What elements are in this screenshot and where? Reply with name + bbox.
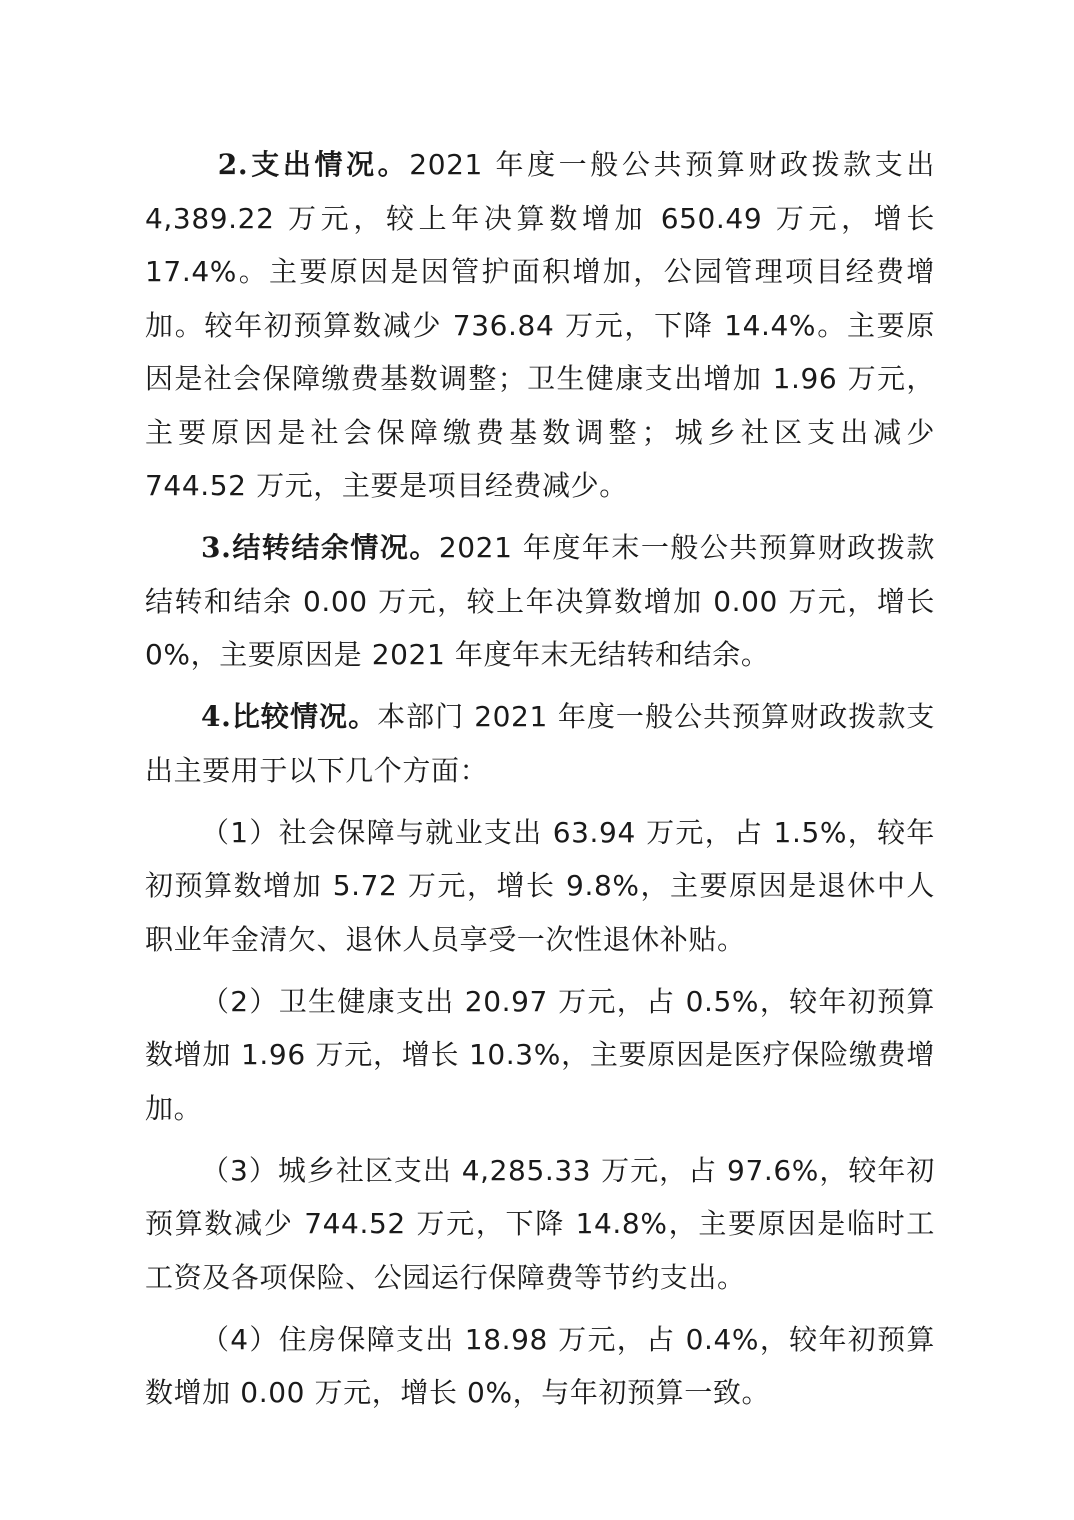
paragraph-item-2 bbox=[145, 975, 935, 1136]
text-item-4: （4）住房保障支出 18.98 万元，占 0.4%，较年初预算数增加 0.00 万元，增长 0%，与年初预算一致。 bbox=[145, 1322, 935, 1409]
text-item-1: （1）社会保障与就业支出 63.94 万元，占 1.5%，较年初预算数增加 5.72 万元，增长 9.8%，主要原因是退休中人职业年金清欠、退休人员享受一次性退休补贴。 bbox=[145, 815, 935, 956]
document-page bbox=[145, 138, 935, 1428]
text-expenditure: 2021 年度一般公共预算财政拨款支出 4,389.22 万元，较上年决算数增加 650.49 万元，增长 17.4%。主要原因是因管护面积增加，公园管理项目经费增加。较年初预算数减少 736.84 万元，下降 14.4%。主要原因是社会保障缴费基数调整；卫生健康支出增加 1.96 万元，主要原因是社会保障缴费基数调整；城乡社区支出减少 744.52 万元，主要是项目经费减少。 bbox=[145, 148, 935, 502]
text-carryover: 2021 年度年末一般公共预算财政拨款结转和结余 0.00 万元，较上年决算数增加 0.00 万元，增长 0%，主要原因是 2021 年度年末无结转和结余。 bbox=[145, 531, 936, 671]
heading-carryover: 3.结转结余情况。 bbox=[201, 531, 439, 564]
text-item-2: （2）卫生健康支出 20.97 万元，占 0.5%，较年初预算数增加 1.96 万元，增长 10.3%，主要原因是医疗保险缴费增加。 bbox=[145, 984, 935, 1125]
text-comparison: 本部门 2021 年度一般公共预算财政拨款支出主要用于以下几个方面： bbox=[145, 700, 935, 787]
text-item-3: （3）城乡社区支出 4,285.33 万元，占 97.6%，较年初预算数减少 744.52 万元，下降 14.8%，主要原因是临时工工资及各项保险、公园运行保障费等节约支出。 bbox=[145, 1153, 935, 1294]
paragraph-item-1 bbox=[145, 806, 935, 967]
paragraph-item-3 bbox=[145, 1144, 935, 1305]
paragraph-item-4 bbox=[145, 1313, 935, 1420]
heading-expenditure: 2.支出情况。 bbox=[217, 148, 410, 181]
heading-comparison: 4.比较情况。 bbox=[201, 700, 378, 733]
paragraph-comparison bbox=[145, 690, 935, 797]
paragraph-carryover bbox=[145, 521, 935, 682]
paragraph-expenditure bbox=[145, 138, 935, 513]
